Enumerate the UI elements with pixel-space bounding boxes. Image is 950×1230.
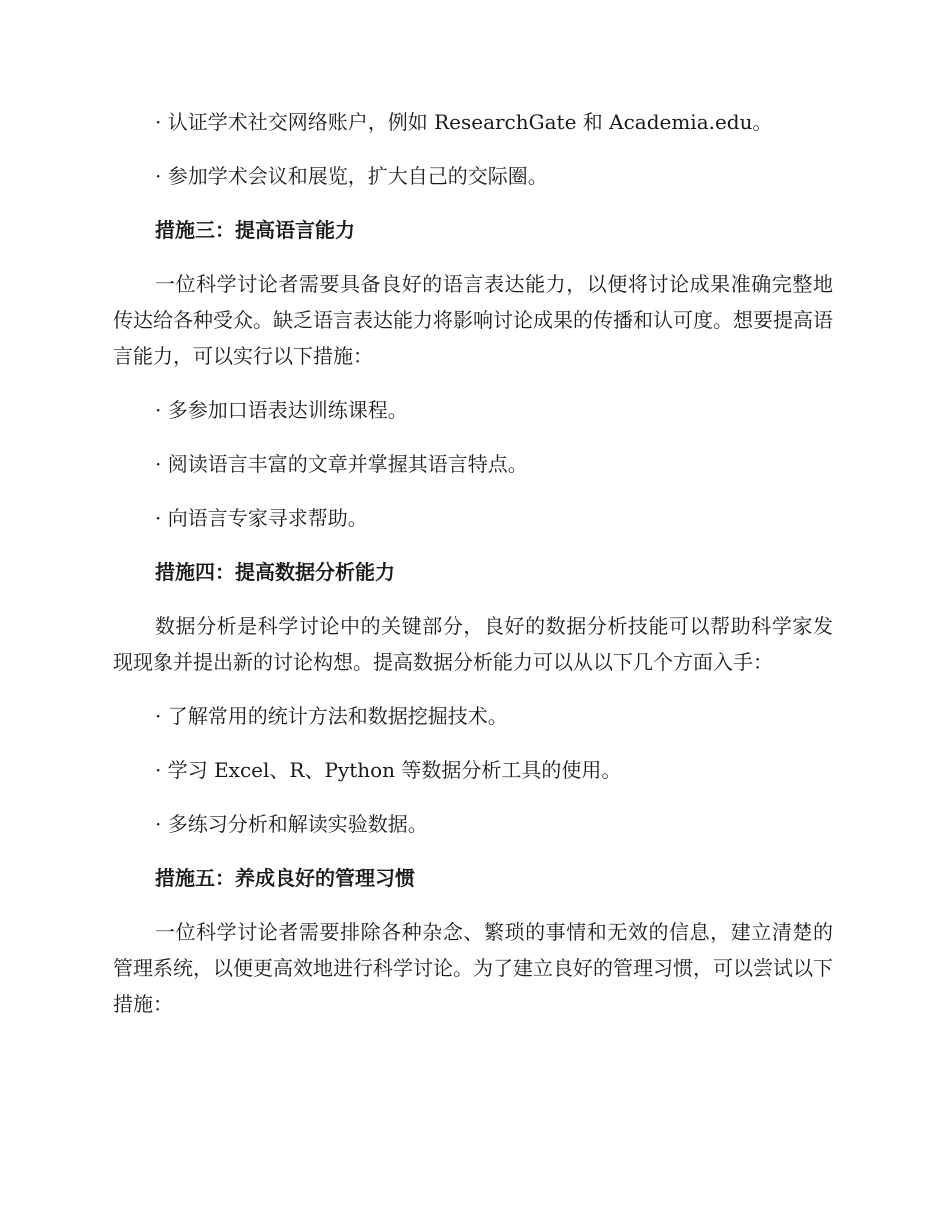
bullet-analysis-tools: · 学习 Excel、R、Python 等数据分析工具的使用。	[155, 758, 622, 782]
bullet-statistics-methods: · 了解常用的统计方法和数据挖掘技术。	[155, 704, 508, 728]
heading-measure-five: 措施五：养成良好的管理习惯	[155, 866, 415, 890]
bullet-conferences: · 参加学术会议和展览，扩大自己的交际圈。	[155, 164, 548, 188]
heading-measure-three: 措施三：提高语言能力	[155, 218, 355, 242]
bullet-academic-network: · 认证学术社交网络账户，例如 ResearchGate 和 Academia.edu。	[155, 110, 773, 134]
paragraph-data-analysis: 数据分析是科学讨论中的关键部分，良好的数据分析技能可以帮助科学家发现现象并提出新的讨论构想。提高数据分析能力可以从以下几个方面入手：	[113, 614, 833, 674]
heading-measure-four: 措施四：提高数据分析能力	[155, 560, 395, 584]
bullet-speaking-courses: · 多参加口语表达训练课程。	[155, 398, 408, 422]
bullet-read-articles: · 阅读语言丰富的文章并掌握其语言特点。	[155, 452, 528, 476]
bullet-language-experts: · 向语言专家寻求帮助。	[155, 506, 368, 530]
bullet-practice-data: · 多练习分析和解读实验数据。	[155, 812, 428, 836]
paragraph-language-ability: 一位科学讨论者需要具备良好的语言表达能力，以便将讨论成果准确完整地传达给各种受众。缺乏语言表达能力将影响讨论成果的传播和认可度。想要提高语言能力，可以实行以下措施：	[113, 272, 833, 368]
paragraph-management-habits: 一位科学讨论者需要排除各种杂念、繁琐的事情和无效的信息，建立清楚的管理系统，以便更高效地进行科学讨论。为了建立良好的管理习惯，可以尝试以下措施：	[113, 920, 833, 1016]
document-page	[113, 104, 833, 1040]
